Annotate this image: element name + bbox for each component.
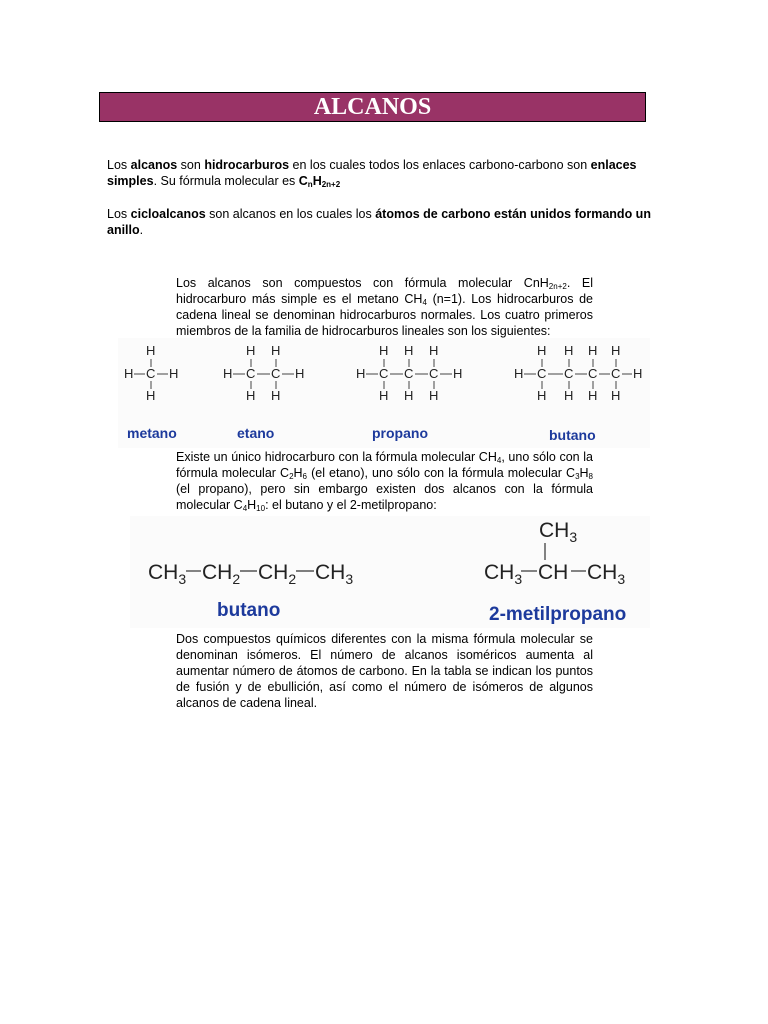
isomers-figure bbox=[130, 516, 650, 628]
page-title: ALCANOS bbox=[99, 92, 646, 122]
intro-cicloalcanos-paragraph: Los cicloalcanos son alcanos en los cuales los átomos de carbono están unidos formando un anillo. bbox=[107, 207, 651, 237]
svg-text:CH3: $CH_3$ bbox=[315, 561, 354, 587]
structural-formulas-figure bbox=[118, 338, 650, 448]
atom: C bbox=[271, 366, 281, 381]
atom: C bbox=[146, 366, 156, 381]
atom: C bbox=[611, 366, 621, 381]
atom: H bbox=[246, 388, 256, 403]
atom: H bbox=[146, 388, 156, 403]
atom: H bbox=[223, 366, 233, 381]
atom: C bbox=[246, 366, 256, 381]
atom: H bbox=[633, 366, 643, 381]
propano-structure bbox=[356, 343, 462, 403]
label-etano: etano bbox=[237, 425, 275, 441]
atom: H bbox=[564, 343, 574, 358]
atom: H bbox=[404, 343, 414, 358]
svg-text:CH2: $CH_2$ bbox=[202, 561, 241, 587]
atom: H bbox=[379, 388, 389, 403]
atom: H bbox=[514, 366, 524, 381]
isomers-intro-paragraph: Existe un único hidrocarburo con la fórmula molecular $CH_4$, uno sólo con la fórmula molecular $C_2H_6$ (el etano), uno sólo con la fórmula molecular $C_3H_8$ (el propano), pero sin embargo existen dos alcanos con la fórmula molecular $C_4H_{10}$: el butano y el 2-metilpropano: bbox=[176, 450, 593, 513]
atom: C bbox=[429, 366, 439, 381]
label-metano: metano bbox=[127, 425, 177, 441]
atom: H bbox=[404, 388, 414, 403]
intro-alcanos-paragraph: Los alcanos son hidrocarburos en los cuales todos los enlaces carbono-carbono son enlaces simples. Su fórmula molecular es $C_nH_{2n+2}$ bbox=[107, 158, 637, 189]
atom: H bbox=[271, 388, 281, 403]
atom: H bbox=[588, 388, 598, 403]
label-2-metilpropano: 2-metilpropano bbox=[489, 604, 627, 625]
label-butano-isomer: butano bbox=[217, 600, 281, 621]
svg-text:CH3: $CH_3$ bbox=[148, 561, 187, 587]
svg-text:CH3: $CH_3$ bbox=[484, 561, 523, 587]
atom: H bbox=[169, 366, 179, 381]
atom: H bbox=[271, 343, 281, 358]
metano-structure bbox=[124, 343, 178, 403]
atom: H bbox=[588, 343, 598, 358]
linear-alkanes-paragraph: Los alcanos son compuestos con fórmula molecular CnH$_{2n+2}$. El hidrocarburo más simple es el metano $CH_4$ (n=1). Los hidrocarburos de cadena lineal se denominan hidrocarburos normales. Los cuatro primeros miembros de la familia de hidrocarburos lineales son los siguientes: bbox=[176, 276, 593, 338]
atom: C bbox=[404, 366, 414, 381]
atom: H bbox=[453, 366, 463, 381]
atom: H bbox=[429, 343, 439, 358]
general-formula: $C_nH_{2n+2}$ bbox=[298, 174, 341, 189]
atom: H bbox=[379, 343, 389, 358]
atom: H bbox=[611, 343, 621, 358]
atom: H bbox=[537, 388, 547, 403]
label-propano: propano bbox=[372, 425, 428, 441]
atom: H bbox=[356, 366, 366, 381]
atom: H bbox=[124, 366, 134, 381]
atom: H bbox=[611, 388, 621, 403]
metilpropano-condensed bbox=[484, 519, 625, 587]
butano-structure bbox=[514, 343, 642, 403]
atom: C bbox=[588, 366, 598, 381]
label-butano: butano bbox=[549, 427, 596, 443]
atom: H bbox=[146, 343, 156, 358]
svg-text:CH2: $CH_2$ bbox=[258, 561, 297, 587]
atom: H bbox=[537, 343, 547, 358]
atom: H bbox=[429, 388, 439, 403]
atom: C bbox=[379, 366, 389, 381]
atom: C bbox=[564, 366, 574, 381]
atom: H bbox=[295, 366, 305, 381]
etano-structure bbox=[223, 343, 304, 403]
butano-condensed bbox=[148, 561, 353, 587]
svg-text:CH3: $CH_3$ bbox=[539, 519, 578, 545]
atom: H bbox=[246, 343, 256, 358]
svg-text:CH: CH bbox=[538, 561, 569, 584]
svg-text:CH3: $CH_3$ bbox=[587, 561, 626, 587]
atom: H bbox=[564, 388, 574, 403]
atom: C bbox=[537, 366, 547, 381]
isomers-definition-paragraph: Dos compuestos químicos diferentes con la misma fórmula molecular se denominan isómeros. El número de alcanos isoméricos aumenta al aumentar número de átomos de carbono. En la tabla se indican los puntos de fusión y de ebullición, así como el número de isómeros de algunos alcanos de cadena lineal. bbox=[176, 632, 593, 710]
